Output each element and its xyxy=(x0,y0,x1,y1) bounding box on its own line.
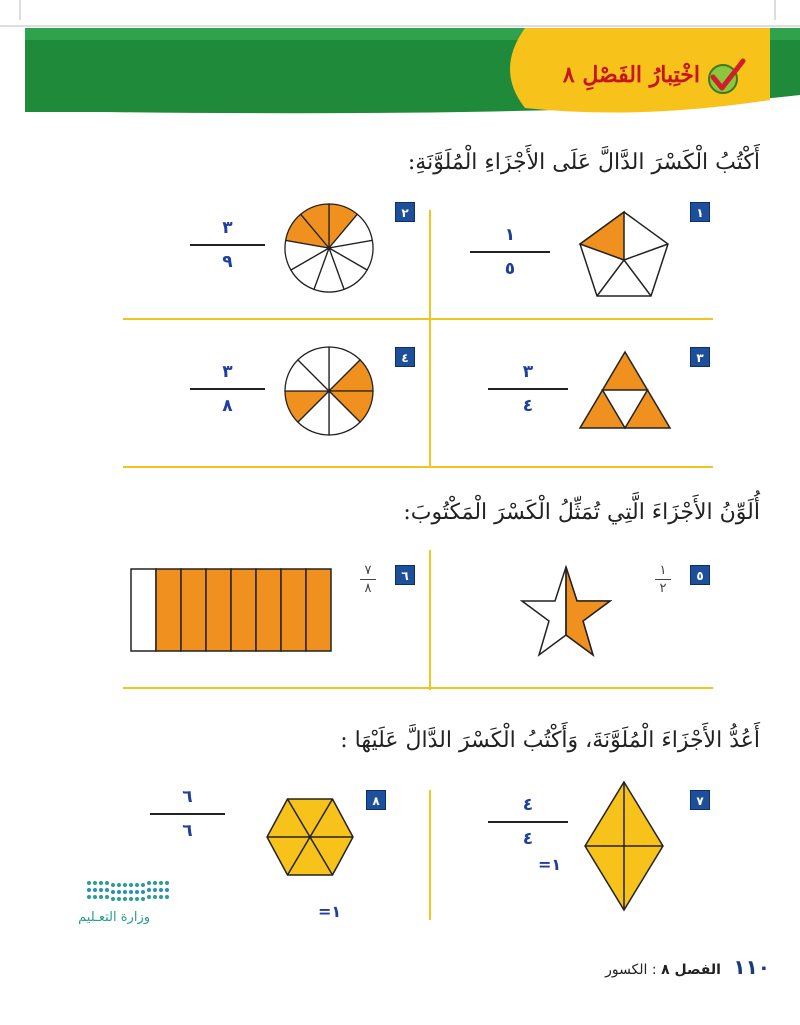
given-fraction xyxy=(360,563,376,596)
rectangle-part[interactable] xyxy=(281,569,306,651)
denominator: ٦ xyxy=(182,821,193,841)
page-footer xyxy=(590,955,770,979)
fraction-bar xyxy=(150,813,225,815)
grid-divider-vertical xyxy=(429,550,431,690)
logo-dot xyxy=(87,895,91,899)
answer-fraction[interactable] xyxy=(470,225,550,279)
answer-equals-one: =١ xyxy=(538,855,562,874)
numerator: ٧ xyxy=(364,563,372,578)
rectangle-part[interactable] xyxy=(181,569,206,651)
rectangle-part[interactable] xyxy=(131,569,156,651)
fraction-bar xyxy=(488,821,568,823)
problem-number-badge: ١ xyxy=(690,202,710,222)
logo-dot xyxy=(159,895,163,899)
logo-dot xyxy=(93,881,97,885)
numerator: ٣ xyxy=(522,362,534,382)
triangle-4-parts-shape xyxy=(578,350,672,430)
problem-number-badge: ٢ xyxy=(395,202,415,222)
logo-dot xyxy=(141,897,145,901)
rectangle-8-parts-shape[interactable] xyxy=(128,566,334,654)
fraction-bar xyxy=(470,251,550,253)
logo-dot xyxy=(165,888,169,892)
section3-instruction: أَعُدُّ الأَجْزَاءَ الْمُلَوَّنَةَ، وَأَكْتُبُ الْكَسْرَ الدَّالَّ عَلَيْهَا : xyxy=(340,728,760,753)
logo-dot xyxy=(105,881,109,885)
pentagon-shape xyxy=(578,210,670,298)
rectangle-part[interactable] xyxy=(231,569,256,651)
denominator: ٨ xyxy=(364,581,372,596)
logo-dot xyxy=(99,888,103,892)
logo-dot xyxy=(153,888,157,892)
denominator: ٨ xyxy=(222,396,233,416)
problem-number-badge: ٦ xyxy=(395,565,415,585)
page-number: ١١٠ xyxy=(733,955,770,979)
logo-dot xyxy=(165,881,169,885)
logo-dot xyxy=(87,881,91,885)
fraction-bar xyxy=(360,579,376,580)
logo-dot xyxy=(135,890,139,894)
grid-divider-vertical xyxy=(429,790,431,920)
circle-9-parts-shape xyxy=(283,202,375,294)
logo-dot xyxy=(123,890,127,894)
numerator: ٤ xyxy=(522,795,534,815)
logo-dot xyxy=(141,883,145,887)
logo-dot xyxy=(123,897,127,901)
denominator: ٥ xyxy=(504,259,516,279)
answer-fraction[interactable] xyxy=(150,787,225,841)
answer-fraction[interactable] xyxy=(190,218,265,272)
logo-dot xyxy=(147,895,151,899)
logo-dot xyxy=(117,883,121,887)
problem-number-badge: ٧ xyxy=(690,790,710,810)
denominator: ٢ xyxy=(659,581,667,596)
logo-dot xyxy=(159,881,163,885)
footer-separator: : xyxy=(651,962,657,978)
logo-dot xyxy=(111,897,115,901)
problem-number-badge: ٤ xyxy=(395,347,415,367)
logo-dot xyxy=(147,888,151,892)
circle-8-parts-shape xyxy=(283,345,375,437)
problem-number-badge: ٨ xyxy=(366,790,386,810)
answer-fraction[interactable] xyxy=(488,795,568,849)
logo-dot xyxy=(153,895,157,899)
fraction-bar xyxy=(655,579,671,580)
logo-dot xyxy=(147,881,151,885)
checkmark-icon xyxy=(705,55,747,97)
rectangle-part[interactable] xyxy=(306,569,331,651)
grid-divider-horizontal xyxy=(123,318,713,320)
logo-dot xyxy=(105,895,109,899)
logo-dot xyxy=(93,895,97,899)
logo-dot xyxy=(111,883,115,887)
ministry-logo-text: وزارة التعـليم xyxy=(78,910,150,925)
fraction-bar xyxy=(190,244,265,246)
problem-number-badge: ٥ xyxy=(690,565,710,585)
logo-dot xyxy=(135,883,139,887)
logo-dot xyxy=(153,881,157,885)
chapter-test-title: اخْتِبارُ الفَصْلِ ٨ xyxy=(562,62,700,88)
logo-dot xyxy=(99,895,103,899)
logo-dot xyxy=(111,890,115,894)
logo-dot xyxy=(105,888,109,892)
grid-divider-horizontal xyxy=(123,466,713,468)
grid-divider-horizontal xyxy=(123,687,713,689)
logo-dot xyxy=(135,897,139,901)
grid-divider-vertical xyxy=(429,210,431,468)
numerator: ٣ xyxy=(222,362,233,382)
star-shape[interactable] xyxy=(520,565,612,657)
fraction-bar xyxy=(488,388,568,390)
numerator: ٦ xyxy=(182,787,193,807)
ministry-logo-icon xyxy=(85,878,175,904)
logo-dot xyxy=(117,897,121,901)
rhombus-4-parts-shape xyxy=(583,780,665,912)
logo-dot xyxy=(87,888,91,892)
logo-dot xyxy=(93,888,97,892)
logo-dot xyxy=(123,883,127,887)
logo-dot xyxy=(165,895,169,899)
hexagon-6-parts-shape xyxy=(265,797,355,877)
footer-chapter: الفصل ٨ xyxy=(661,962,721,978)
section1-instruction: أَكْتُبُ الْكَسْرَ الدَّالَّ عَلَى الأَجْزَاءِ الْمُلَوَّنَةِ: xyxy=(407,150,760,175)
logo-dot xyxy=(141,890,145,894)
section2-instruction: أُلَوِّنُ الأَجْزَاءَ الَّتِي تُمَثِّلُ الْكَسْرَ الْمَكْتُوبَ: xyxy=(403,500,760,525)
fraction-bar xyxy=(190,388,265,390)
numerator: ٣ xyxy=(222,218,233,238)
rectangle-part[interactable] xyxy=(256,569,281,651)
denominator: ٩ xyxy=(222,252,233,272)
logo-dot xyxy=(117,890,121,894)
logo-dot xyxy=(129,890,133,894)
logo-dot xyxy=(99,881,103,885)
numerator: ١ xyxy=(659,563,667,578)
numerator: ١ xyxy=(504,225,516,245)
denominator: ٤ xyxy=(522,829,534,849)
answer-fraction[interactable] xyxy=(488,362,568,416)
given-fraction xyxy=(655,563,671,596)
answer-fraction[interactable] xyxy=(190,362,265,416)
logo-dot xyxy=(129,883,133,887)
logo-dot xyxy=(159,888,163,892)
logo-dot xyxy=(129,897,133,901)
denominator: ٤ xyxy=(522,396,534,416)
footer-topic: الكسور xyxy=(605,962,648,978)
answer-equals-one: =١ xyxy=(318,902,342,921)
problem-number-badge: ٣ xyxy=(690,347,710,367)
rectangle-part[interactable] xyxy=(206,569,231,651)
rectangle-part[interactable] xyxy=(156,569,181,651)
